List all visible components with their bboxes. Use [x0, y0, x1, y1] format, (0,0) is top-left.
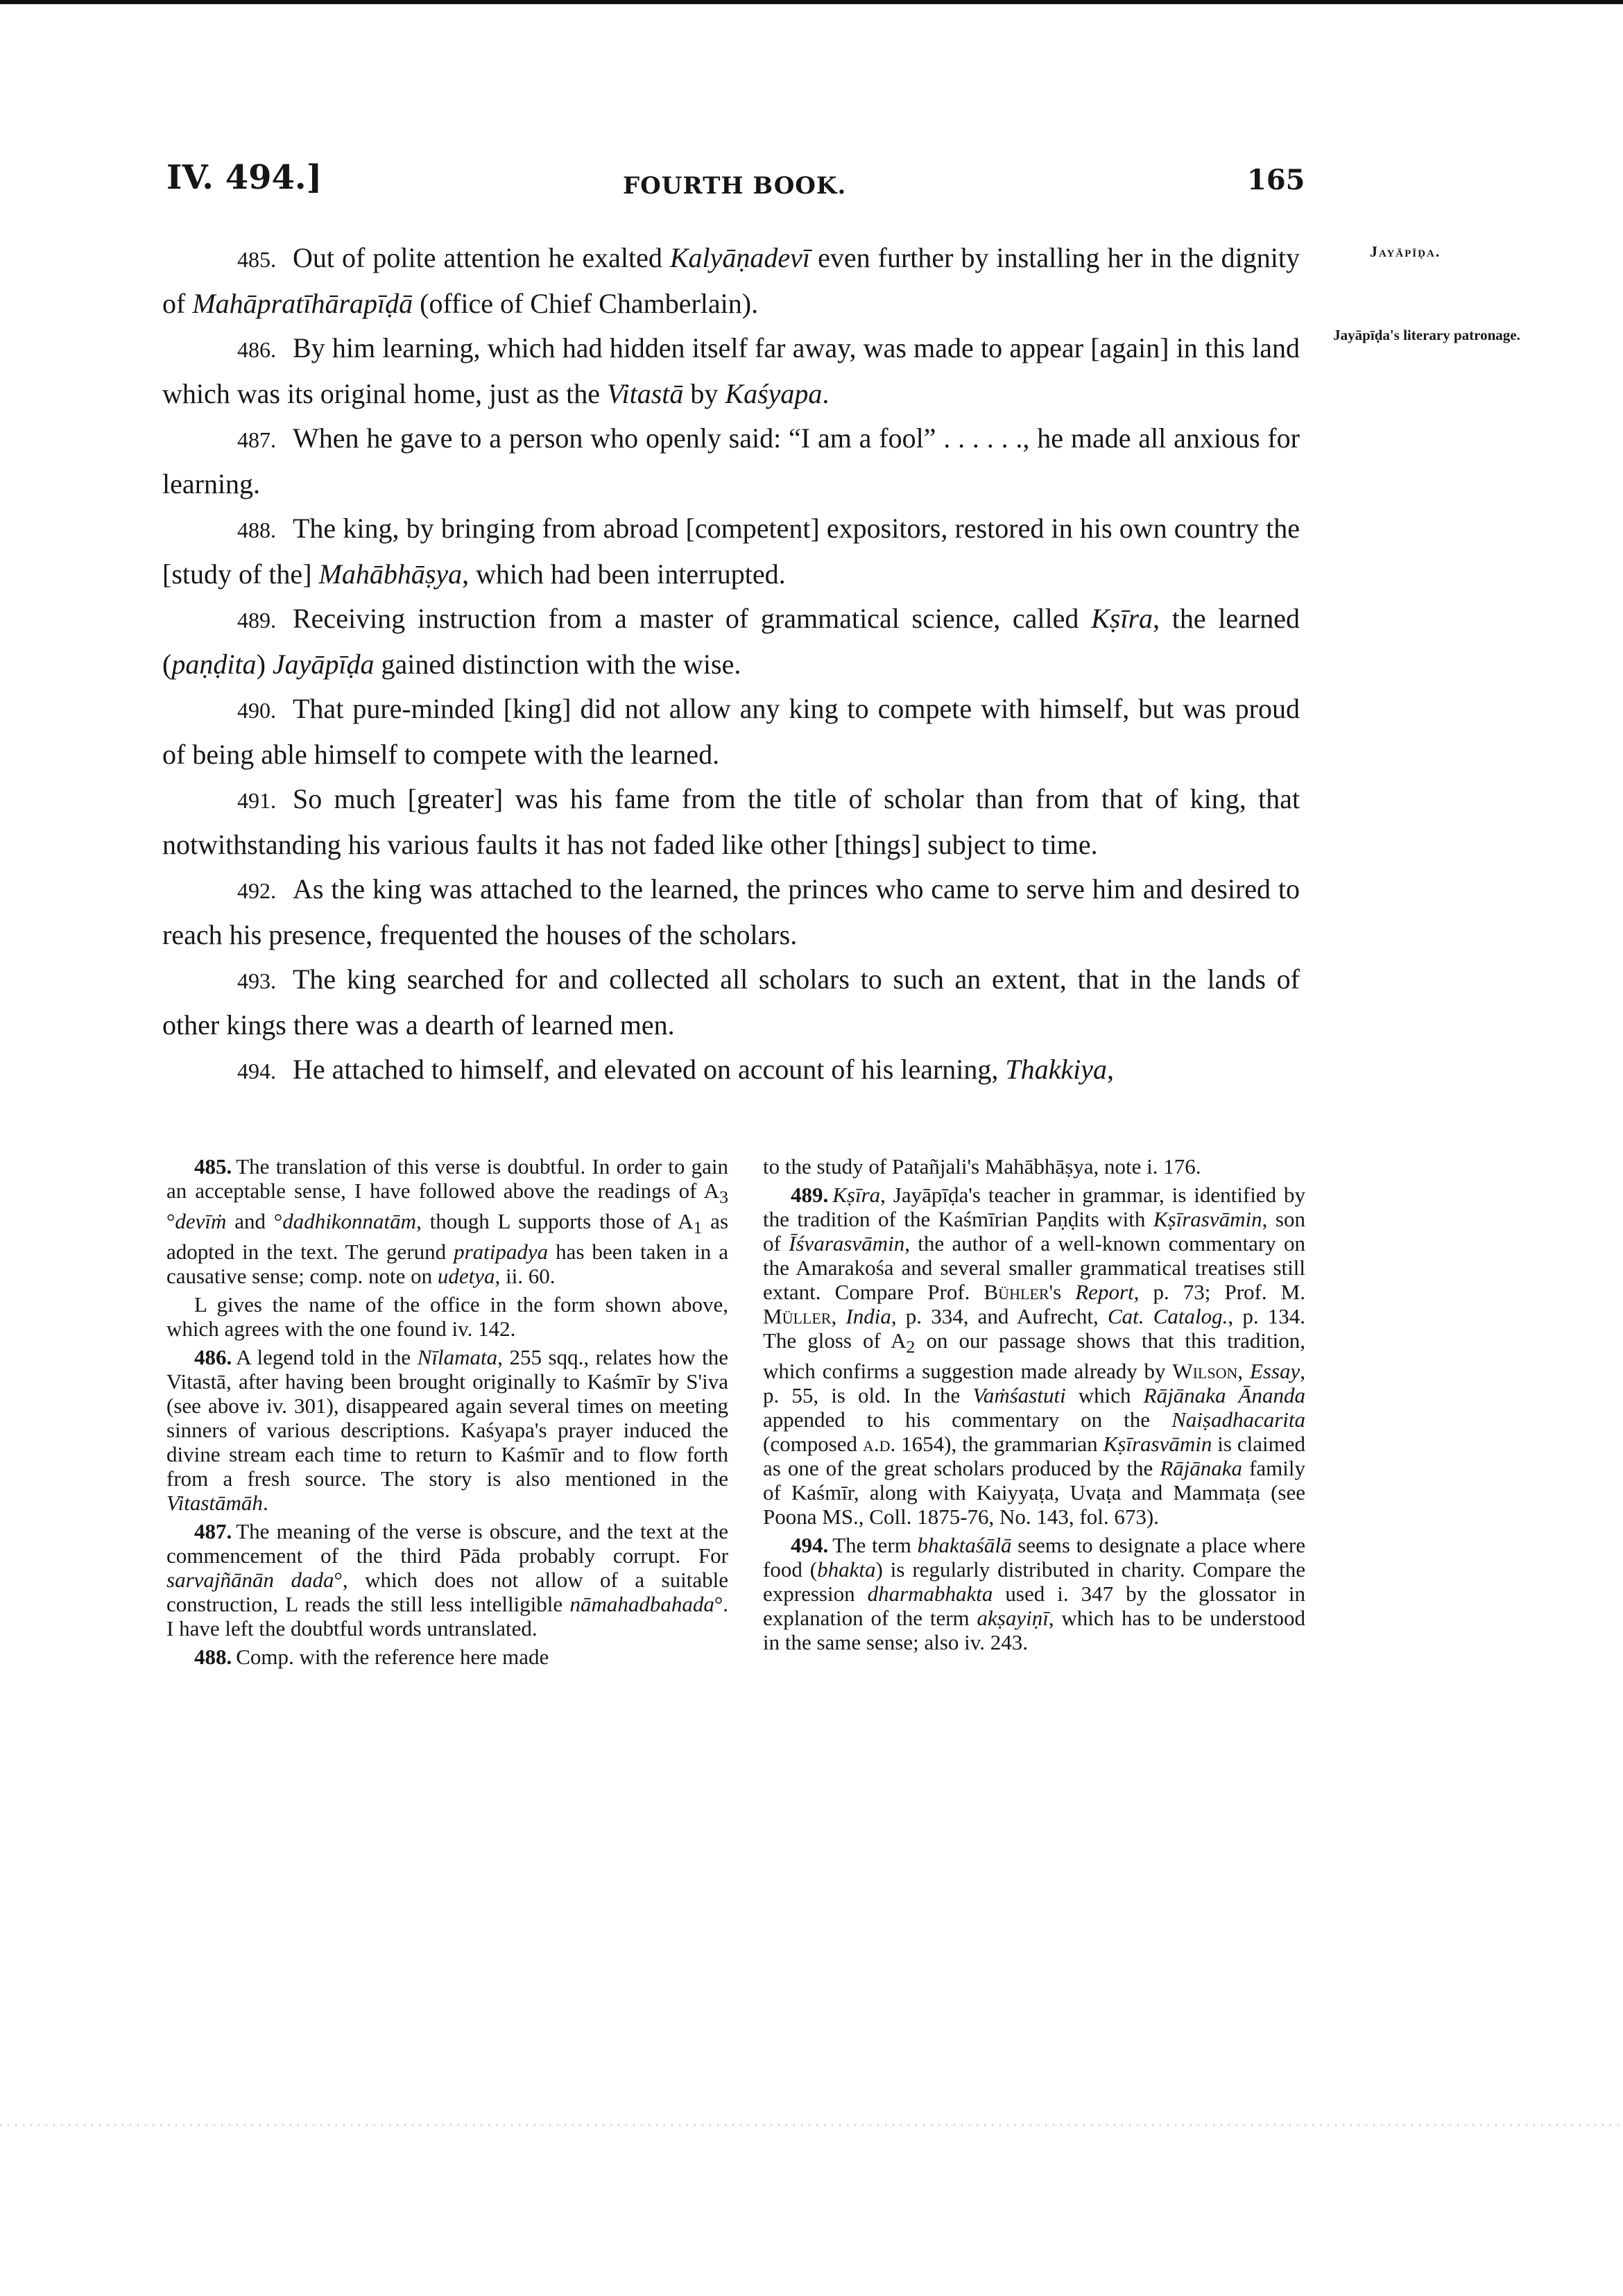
verse-486 — [162, 326, 1300, 416]
footnote-number: 489. — [791, 1183, 829, 1207]
footnotes-right-column — [763, 1154, 1305, 1659]
verse-490 — [162, 687, 1300, 777]
verse-text: He attached to himself, and elevated on account of his learning, Thakkiya, — [293, 1054, 1115, 1085]
footnote-494 — [763, 1533, 1305, 1654]
footnote-number: 486. — [194, 1345, 232, 1370]
footnote-text: A legend told in the Nīlamata, 255 sqq., relates how the Vitastā, after having been brought originally to Kaśmīr by S'iva (see above iv. 301), disappeared again several times on meeting sinners of various descriptions. Kaśyapa's prayer induced the divine stream each time to return to Kaśmīr and to flow forth from a fresh source. The story is also mentioned in the Vitastāmāh. — [166, 1345, 728, 1516]
running-head-title: FOURTH BOOK. — [623, 172, 847, 200]
verse-494 — [162, 1047, 1300, 1093]
verse-488 — [162, 506, 1300, 597]
footnote-number: 487. — [194, 1519, 232, 1544]
footnote-continuation — [763, 1154, 1305, 1179]
verse-text: As the king was attached to the learned, the princes who came to serve him and desired to reach his presence, frequented the houses of the scholars. — [162, 873, 1300, 950]
verse-number: 493. — [237, 968, 276, 993]
footnote-continuation — [166, 1292, 728, 1341]
page-number: 165 — [1247, 164, 1305, 196]
verse-number: 488. — [237, 517, 276, 542]
verse-text: The king searched for and collected all scholars to such an extent, that in the lands of other kings there was a dearth of learned men. — [162, 963, 1300, 1040]
footnote-number: 485. — [194, 1154, 232, 1179]
top-border-rule — [0, 0, 1623, 4]
verse-number: 494. — [237, 1059, 276, 1083]
footnote-text: L gives the name of the office in the form shown above, which agrees with the one found iv. 142. — [166, 1292, 728, 1342]
footnote-487 — [166, 1519, 728, 1640]
footnote-text: The meaning of the verse is obscure, and the text at the commencement of the third Pāda probably corrupt. For sarvajñānān dada°, which does not allow of a suitable construction, L reads the still less intelligible nāmahadbahada°. I have left the doubtful words untranslated. — [166, 1519, 729, 1641]
verse-translation-text — [162, 236, 1300, 1093]
verse-491 — [162, 777, 1300, 867]
footnote-485 — [166, 1154, 728, 1288]
verse-text: So much [greater] was his fame from the title of scholar than from that of king, that notwithstanding his various faults it has not faded like other [things] subject to time. — [162, 783, 1300, 860]
verse-485 — [162, 236, 1300, 326]
footnotes-left-column — [166, 1154, 728, 1673]
verse-number: 485. — [237, 247, 276, 272]
verse-number: 490. — [237, 698, 276, 723]
verse-number: 492. — [237, 878, 276, 903]
verse-492 — [162, 867, 1300, 957]
verse-493 — [162, 957, 1300, 1047]
footnote-489 — [763, 1183, 1305, 1529]
verse-text: When he gave to a person who openly said: “I am a fool” . . . . . ., he made all anxious for learning. — [162, 422, 1300, 499]
footnote-text: Kṣīra, Jayāpīḍa's teacher in grammar, is identified by the tradition of the Kaśmīrian Paṇḍits with Kṣīrasvāmin, son of Īśvarasvāmin, the author of a well-known commentary on the Amarakośa and several smaller grammatical treatises still extant. Compare Prof. Bühler's Report, p. 73; Prof. M. Müller, India, p. 334, and Aufrecht, Cat. Catalog., p. 134. The gloss of $A_2$ on our passage shows that this tradition, which confirms a suggestion made already by Wilson, Essay, p. 55, is old. In the Vaṁśastuti which Rājānaka Ānanda appended to his commentary on the Naiṣadhacarita (composed a.d. 1654), the grammarian Kṣīrasvāmin is claimed as one of the great scholars produced by the Rājānaka family of Kaśmīr, along with Kaiyyaṭa, Uvaṭa and Mammaṭa (see Poona MS., Coll. 1875-76, No. 143, fol. 673). — [763, 1183, 1306, 1530]
footnote-486 — [166, 1345, 728, 1515]
footnote-text: The term bhaktaśālā seems to designate a place where food (bhakta) is regularly distributed in charity. Compare the expression dharmabhakta used i. 347 by the glossator in explanation of the term akṣayiṇī, which has to be understood in the same sense; also iv. 243. — [763, 1533, 1306, 1655]
scan-noise-dotted-line — [0, 2124, 1623, 2126]
footnote-text: Comp. with the reference here made — [236, 1645, 549, 1670]
verse-text: Out of polite attention he exalted Kalyāṇadevī even further by installing her in the dignity of Mahāpratīhārapīḍā (office of Chief Chamberlain). — [162, 242, 1300, 319]
margin-heading: Jayāpīḍa. — [1370, 243, 1441, 260]
verse-number: 487. — [237, 427, 276, 452]
verse-487 — [162, 416, 1300, 506]
footnote-488 — [166, 1645, 728, 1669]
verse-text: Receiving instruction from a master of grammatical science, called Kṣīra, the learned (paṇḍita) Jayāpīḍa gained distinction with the wise. — [162, 603, 1300, 680]
footnote-number: 488. — [194, 1645, 232, 1670]
running-head-left: IV. 494.] — [166, 158, 323, 197]
footnote-number: 494. — [791, 1533, 829, 1558]
footnote-text: The translation of this verse is doubtful. In order to gain an acceptable sense, I have followed above the readings of $A_3$ °devīṁ and °dadhikonnatām, though L supports those of $A_1$ as adopted in the text. The gerund pratipadya has been taken in a causative sense; comp. note on udetya, ii. 60. — [166, 1154, 729, 1289]
verse-text: That pure-minded [king] did not allow any king to compete with himself, but was proud of being able himself to compete with the learned. — [162, 693, 1300, 770]
verse-489 — [162, 597, 1300, 687]
verse-text: By him learning, which had hidden itself far away, was made to appear [again] in this land which was its original home, just as the Vitastā by Kaśyapa. — [162, 332, 1300, 409]
verse-number: 486. — [237, 337, 276, 362]
verse-text: The king, by bringing from abroad [competent] expositors, restored in his own country the [study of the] Mahābhāṣya, which had been interrupted. — [162, 513, 1300, 590]
footnote-text: to the study of Patañjali's Mahābhāṣya, note i. 176. — [763, 1154, 1201, 1179]
margin-note: Jayāpīḍa's literary patronage. — [1333, 327, 1520, 343]
verse-number: 489. — [237, 608, 276, 633]
verse-number: 491. — [237, 788, 276, 813]
